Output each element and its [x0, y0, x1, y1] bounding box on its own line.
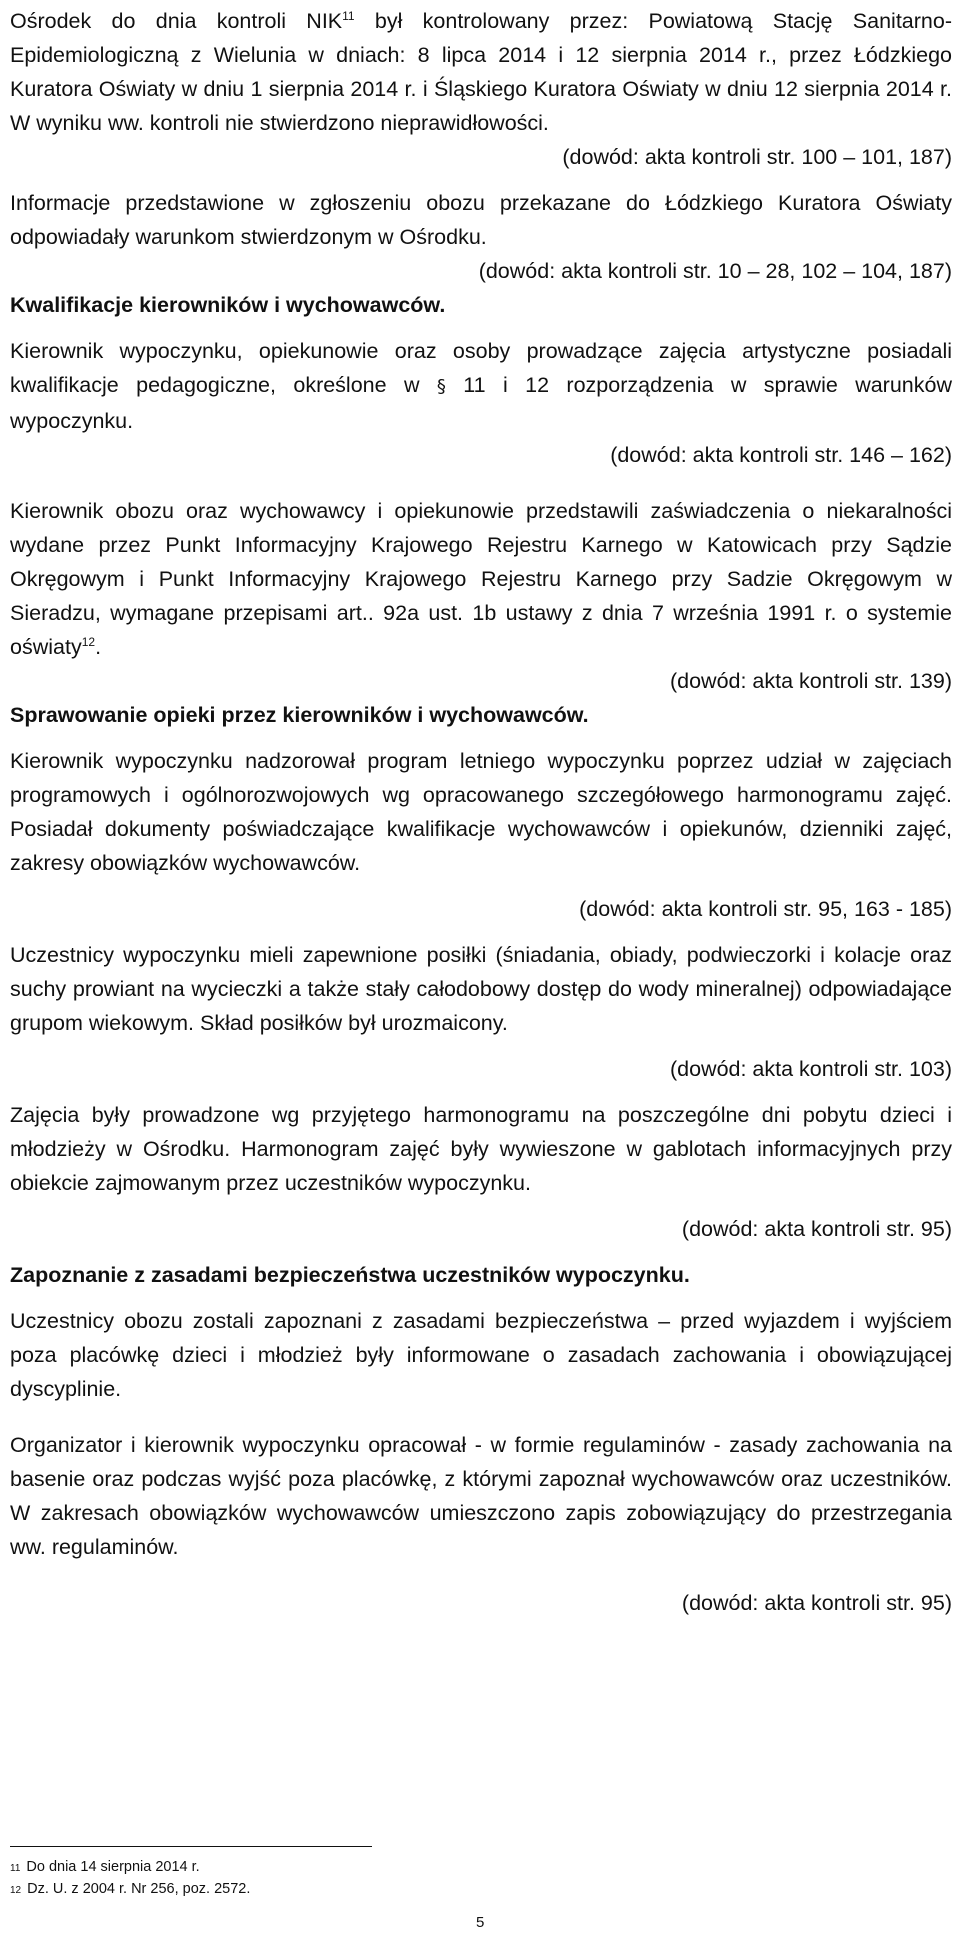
paragraph-inspections	[10, 4, 952, 140]
footnote-number: 12	[10, 1885, 22, 1896]
footnote-11	[10, 1858, 200, 1876]
evidence-note: (dowód: akta kontroli str. 95)	[681, 1217, 952, 1241]
paragraph-criminal-records	[10, 494, 952, 664]
paragraph-text: .	[95, 635, 102, 659]
footnote-text: Do dnia 14 sierpnia 2014 r.	[26, 1859, 200, 1875]
evidence-note: (dowód: akta kontroli str. 103)	[669, 1057, 952, 1081]
paragraph-schedule: Zajęcia były prowadzone wg przyjętego harmonogramu na poszczególne dni pobytu dzieci i młodzieży w Ośrodku. Harmonogram zajęć były wywieszone w gablotach informacyjnych przy obiekcie zajmowanym przez uczestników wypoczynku.	[10, 1103, 952, 1195]
section-heading-qualifications: Kwalifikacje kierowników i wychowawców.	[10, 293, 446, 317]
paragraph-text: był kontrolowany przez: Powiatową Stację Sanitarno-Epidemiologiczną z Wielunia w dniach: 8 lipca 2014 i 12 sierpnia 2014 r., przez Łódzkiego Kuratora Oświaty w dniu 1 sierpnia 2014 r. i Śląskiego Kuratora Oświaty w dniu 12 sierpnia 2014 r. W wyniku ww. kontroli nie stwierdzono nieprawidłowości.	[10, 9, 952, 135]
paragraph-regulations: Organizator i kierownik wypoczynku opracował - w formie regulaminów - zasady zachowania na basenie oraz podczas wyjść poza placówkę, z którymi zapoznał wychowawców oraz uczestników. W zakresach obowiązków wychowawców umieszczono zapis zobowiązujący do przestrzegania ww. regulaminów.	[10, 1433, 952, 1559]
footnote-ref-11: 11	[342, 9, 355, 23]
section-symbol: §	[436, 376, 446, 397]
page-number: 5	[476, 1914, 485, 1931]
paragraph-supervision: Kierownik wypoczynku nadzorował program letniego wypoczynku poprzez udział w zajęciach programowych i ogólnorozwojowych wg opracowanego szczegółowego harmonogramu zajęć. Posiadał dokumenty poświadczające kwalifikacje wychowawców i opiekunów, dzienniki zajęć, zakresy obowiązków wychowawców.	[10, 749, 952, 875]
paragraph-text: 11 i 12 rozporządzenia w sprawie warunków wypoczynku.	[10, 373, 952, 433]
paragraph-text: Kierownik wypoczynku, opiekunowie oraz osoby prowadzące zajęcia artystyczne posiadali kwalifikacje pedagogiczne, określone w	[10, 339, 952, 397]
evidence-note: (dowód: akta kontroli str. 95)	[681, 1591, 952, 1615]
paragraph-qualifications	[10, 334, 952, 438]
footnote-separator	[10, 1846, 372, 1847]
evidence-note: (dowód: akta kontroli str. 100 – 101, 187)	[562, 145, 952, 169]
section-heading-safety: Zapoznanie z zasadami bezpieczeństwa uczestników wypoczynku.	[10, 1263, 690, 1287]
paragraph-text: Ośrodek do dnia kontroli NIK	[10, 9, 343, 33]
evidence-note: (dowód: akta kontroli str. 146 – 162)	[610, 443, 952, 467]
footnote-number: 11	[10, 1863, 21, 1874]
footnote-ref-12: 12	[81, 635, 96, 649]
section-heading-supervision: Sprawowanie opieki przez kierowników i wychowawców.	[10, 703, 589, 727]
evidence-note: (dowód: akta kontroli str. 95, 163 - 185)	[579, 897, 952, 921]
evidence-note: (dowód: akta kontroli str. 10 – 28, 102 – 104, 187)	[478, 259, 952, 283]
document-body	[10, 4, 952, 1620]
paragraph-camp-report: Informacje przedstawione w zgłoszeniu obozu przekazane do Łódzkiego Kuratora Oświaty odpowiadały warunkom stwierdzonym w Ośrodku.	[10, 191, 952, 249]
footnote-text: Dz. U. z 2004 r. Nr 256, poz. 2572.	[27, 1881, 251, 1897]
paragraph-safety-rules: Uczestnicy obozu zostali zapoznani z zasadami bezpieczeństwa – przed wyjazdem i wyjściem poza placówkę dzieci i młodzież były informowane o zasadach zachowania i obowiązującej dyscyplinie.	[10, 1309, 952, 1401]
paragraph-text: Kierownik obozu oraz wychowawcy i opiekunowie przedstawili zaświadczenia o niekaralności wydane przez Punkt Informacyjny Krajowego Rejestru Karnego w Katowicach przy Sądzie Okręgowym i Punkt Informacyjny Krajowego Rejestru Karnego przy Sadzie Okręgowym w Sieradzu, wymagane przepisami art.. 92a ust. 1b ustawy z dnia 7 września 1991 r. o systemie oświaty	[10, 499, 952, 659]
evidence-note: (dowód: akta kontroli str. 139)	[669, 669, 952, 693]
paragraph-meals: Uczestnicy wypoczynku mieli zapewnione posiłki (śniadania, obiady, podwieczorki i kolacje oraz suchy prowiant na wycieczki a także stały całodobowy dostęp do wody mineralnej) odpowiadające grupom wiekowym. Skład posiłków był urozmaicony.	[10, 943, 952, 1035]
footnote-12	[10, 1880, 250, 1898]
